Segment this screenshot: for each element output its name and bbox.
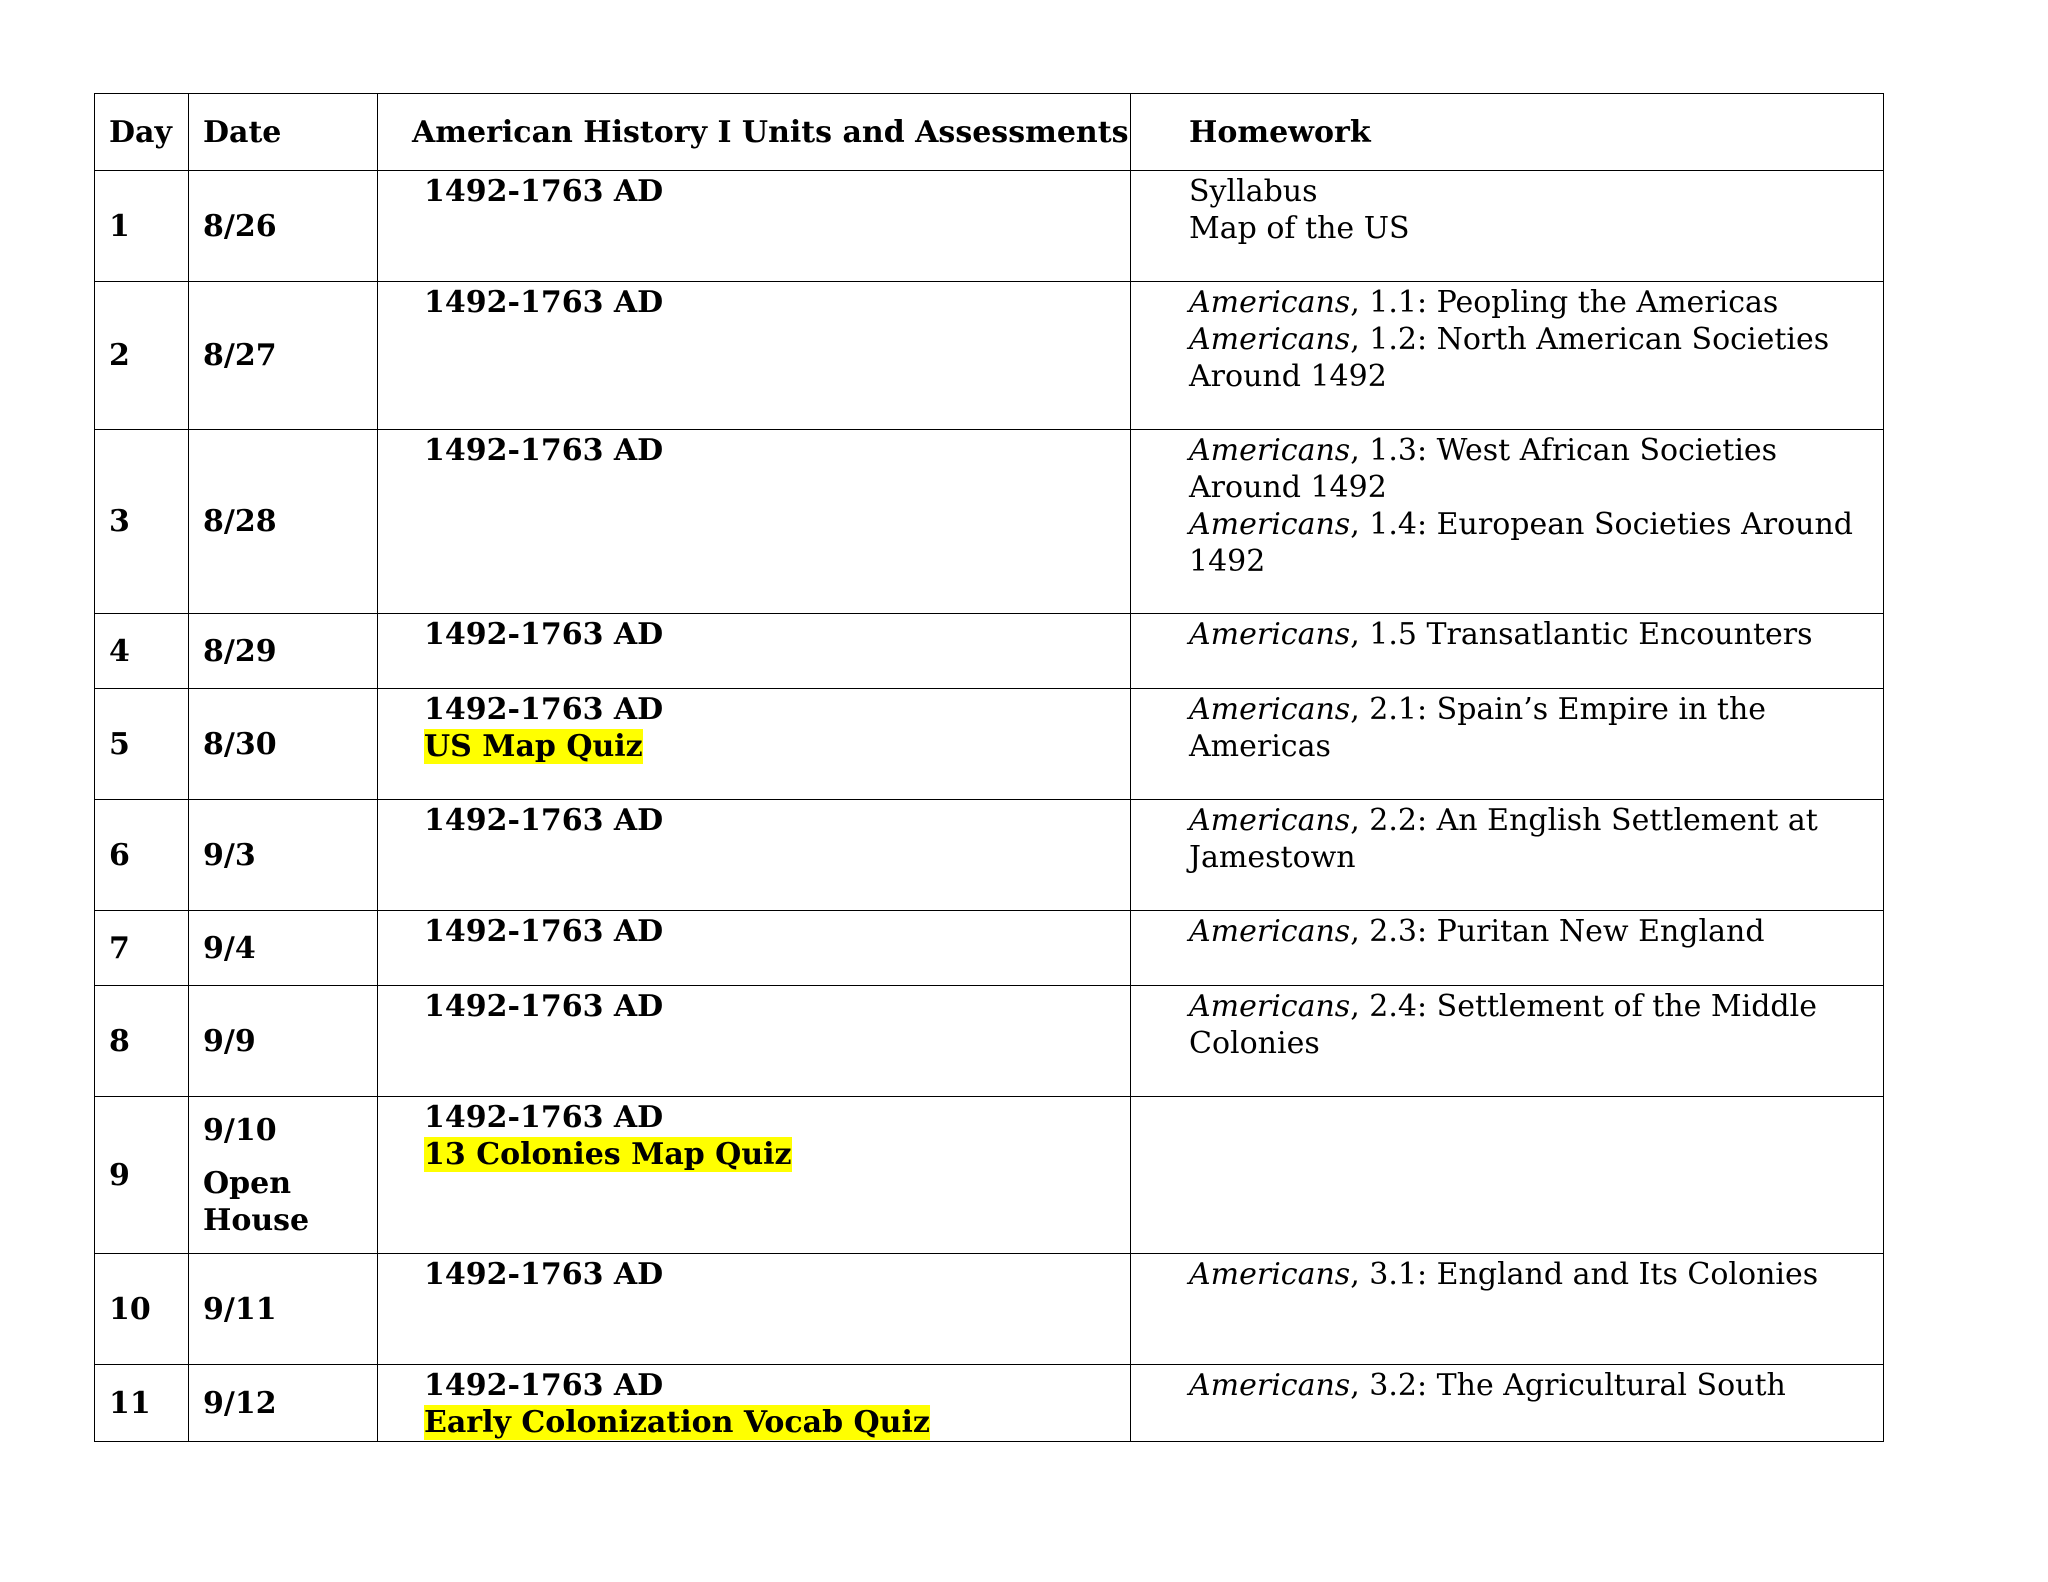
textbook-title: Americans <box>1189 1368 1351 1403</box>
assessment-highlight: 13 Colonies Map Quiz <box>424 1137 792 1172</box>
date-cell <box>189 986 378 1097</box>
date-cell <box>189 430 378 614</box>
day-cell: 5 <box>95 689 189 800</box>
date-value: 9/10 <box>203 1112 277 1148</box>
table-body <box>95 171 1884 1442</box>
date-value: 9/9 <box>203 1023 256 1059</box>
unit-range: 1492-1763 AD <box>424 285 664 320</box>
unit-range: 1492-1763 AD <box>424 174 664 209</box>
date-cell <box>189 1097 378 1254</box>
date-cell <box>189 614 378 689</box>
date-value: 8/30 <box>203 726 277 762</box>
date-value: 8/28 <box>203 504 277 539</box>
textbook-title: Americans <box>1189 322 1351 357</box>
date-value: 9/12 <box>203 1385 277 1421</box>
unit-cell <box>378 614 1131 689</box>
homework-cell <box>1131 171 1884 282</box>
assessment-line <box>424 1136 1130 1173</box>
homework-item <box>1189 616 1863 653</box>
unit-cell <box>378 911 1131 986</box>
unit-range: 1492-1763 AD <box>424 1257 664 1292</box>
unit-range: 1492-1763 AD <box>424 433 664 468</box>
homework-item <box>1189 802 1863 876</box>
homework-text: , 3.2: The Agricultural South <box>1350 1368 1786 1403</box>
homework-text: , 2.1: Spain’s Empire in the Americas <box>1189 692 1767 764</box>
homework-item <box>1189 321 1863 395</box>
syllabus-table <box>94 93 1884 1442</box>
table-row <box>95 1365 1884 1442</box>
unit-cell <box>378 171 1131 282</box>
assessment-highlight: US Map Quiz <box>424 729 643 764</box>
day-cell: 7 <box>95 911 189 986</box>
date-note: Open House <box>203 1165 310 1238</box>
date-cell <box>189 689 378 800</box>
date-value: 8/26 <box>203 208 277 244</box>
header-units: American History I Units and Assessments <box>378 94 1131 171</box>
unit-range: 1492-1763 AD <box>424 692 664 727</box>
homework-text: , 2.3: Puritan New England <box>1350 914 1765 949</box>
homework-text: , 2.4: Settlement of the Middle Colonies <box>1189 989 1817 1061</box>
table-row <box>95 1097 1884 1254</box>
textbook-title: Americans <box>1189 914 1351 949</box>
homework-text: , 1.3: West African Societies Around 1492 <box>1189 433 1778 505</box>
homework-item <box>1189 1367 1863 1404</box>
date-value: 9/4 <box>203 930 256 966</box>
homework-cell <box>1131 614 1884 689</box>
homework-item <box>1189 691 1863 765</box>
day-cell: 9 <box>95 1097 189 1254</box>
header-day: Day <box>95 94 189 171</box>
assessment-highlight: Early Colonization Vocab Quiz <box>424 1405 930 1440</box>
unit-cell <box>378 1097 1131 1254</box>
homework-text: , 1.5 Transatlantic Encounters <box>1350 617 1813 652</box>
date-value: 8/27 <box>203 338 277 373</box>
unit-cell <box>378 986 1131 1097</box>
homework-cell <box>1131 911 1884 986</box>
date-value: 9/3 <box>203 837 256 873</box>
homework-item <box>1189 173 1863 210</box>
homework-cell <box>1131 1097 1884 1254</box>
header-homework: Homework <box>1131 94 1884 171</box>
unit-cell <box>378 282 1131 430</box>
homework-item <box>1189 284 1863 321</box>
homework-item <box>1189 913 1863 950</box>
unit-cell <box>378 689 1131 800</box>
table-row <box>95 800 1884 911</box>
homework-cell <box>1131 1254 1884 1365</box>
table-row <box>95 171 1884 282</box>
unit-range: 1492-1763 AD <box>424 989 664 1024</box>
unit-range: 1492-1763 AD <box>424 617 664 652</box>
homework-cell <box>1131 430 1884 614</box>
textbook-title: Americans <box>1189 433 1351 468</box>
unit-range: 1492-1763 AD <box>424 914 664 949</box>
day-cell: 11 <box>95 1365 189 1442</box>
table-row <box>95 689 1884 800</box>
day-cell: 6 <box>95 800 189 911</box>
homework-text: , 3.1: England and Its Colonies <box>1350 1257 1819 1292</box>
homework-cell <box>1131 986 1884 1097</box>
textbook-title: Americans <box>1189 803 1351 838</box>
unit-range: 1492-1763 AD <box>424 803 664 838</box>
unit-cell <box>378 1365 1131 1442</box>
homework-cell <box>1131 1365 1884 1442</box>
homework-cell <box>1131 800 1884 911</box>
date-cell <box>189 1365 378 1442</box>
table-row <box>95 282 1884 430</box>
textbook-title: Americans <box>1189 989 1351 1024</box>
assessment-line <box>424 1404 1130 1441</box>
homework-item <box>1189 506 1863 580</box>
unit-range: 1492-1763 AD <box>424 1368 664 1403</box>
homework-text: , 2.2: An English Settlement at Jamestown <box>1189 803 1818 875</box>
header-date: Date <box>189 94 378 171</box>
date-cell <box>189 800 378 911</box>
homework-cell <box>1131 689 1884 800</box>
homework-text: , 1.4: European Societies Around 1492 <box>1189 507 1853 579</box>
homework-text: , 1.1: Peopling the Americas <box>1350 285 1779 320</box>
homework-cell <box>1131 282 1884 430</box>
textbook-title: Americans <box>1189 285 1351 320</box>
table-row <box>95 986 1884 1097</box>
assessment-line <box>424 728 1130 765</box>
homework-item <box>1189 210 1863 247</box>
textbook-title: Americans <box>1189 1257 1351 1292</box>
textbook-title: Americans <box>1189 507 1351 542</box>
table-row <box>95 911 1884 986</box>
table-row <box>95 1254 1884 1365</box>
date-cell <box>189 282 378 430</box>
homework-text: , 1.2: North American Societies Around 1492 <box>1189 322 1830 394</box>
day-cell: 8 <box>95 986 189 1097</box>
homework-text: Syllabus <box>1189 174 1318 209</box>
homework-text: Map of the US <box>1189 211 1410 246</box>
day-cell: 4 <box>95 614 189 689</box>
day-cell: 2 <box>95 282 189 430</box>
textbook-title: Americans <box>1189 692 1351 727</box>
header-row <box>95 94 1884 171</box>
unit-cell <box>378 430 1131 614</box>
homework-item <box>1189 1256 1863 1293</box>
date-cell <box>189 171 378 282</box>
homework-item <box>1189 432 1863 506</box>
day-cell: 3 <box>95 430 189 614</box>
day-cell: 1 <box>95 171 189 282</box>
table-row <box>95 614 1884 689</box>
unit-cell <box>378 800 1131 911</box>
date-cell <box>189 911 378 986</box>
table-row <box>95 430 1884 614</box>
date-value: 8/29 <box>203 633 277 669</box>
date-cell <box>189 1254 378 1365</box>
day-cell: 10 <box>95 1254 189 1365</box>
unit-range: 1492-1763 AD <box>424 1100 664 1135</box>
textbook-title: Americans <box>1189 617 1351 652</box>
homework-item <box>1189 988 1863 1062</box>
unit-cell <box>378 1254 1131 1365</box>
date-value: 9/11 <box>203 1291 277 1327</box>
